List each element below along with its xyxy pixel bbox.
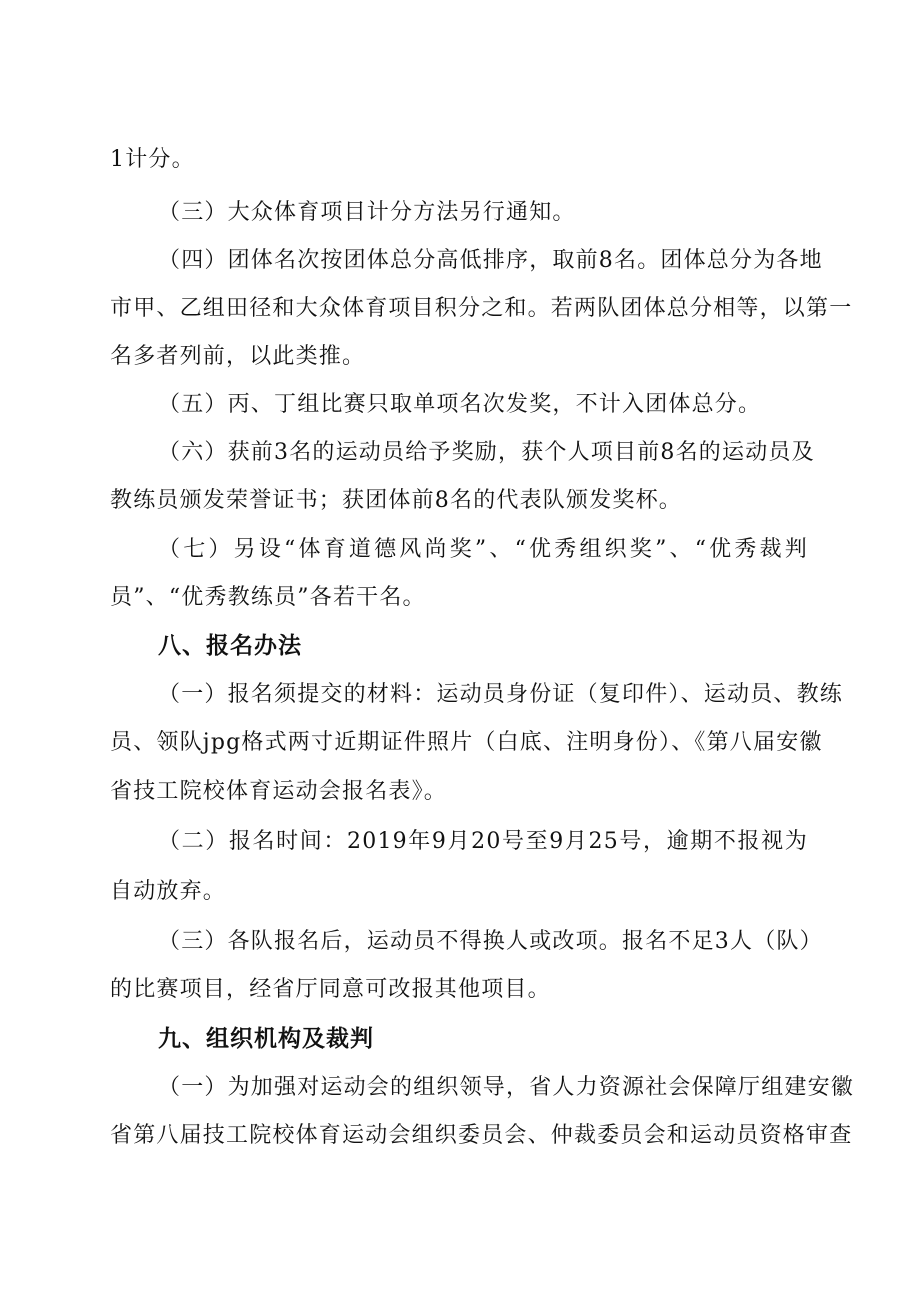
s8-line-7: 的比赛项目，经省厅同意可改报其他项目。 — [110, 977, 551, 1002]
s8-line-2: 员、领队jpg格式两寸近期证件照片（白底、注明身份）、《第八届安徽 — [110, 730, 823, 755]
text-line-7: （六）获前3名的运动员给予奖励，获个人项目前8名的运动员及 — [158, 440, 815, 465]
s8-line-4: （二）报名时间：2019年9月20号至9月25号，逾期不报视为 — [158, 829, 808, 854]
s9-line-1: （一）为加强对运动会的组织领导，省人力资源社会保障厅组建安徽 — [158, 1075, 855, 1100]
s8-line-3: 省技工院校体育运动会报名表》。 — [110, 779, 448, 804]
section-heading-9: 九、组织机构及裁判 — [158, 1026, 374, 1052]
s9-line-2: 省第八届技工院校体育运动会组织委员会、仲裁委员会和运动员资格审查 — [110, 1123, 853, 1148]
s8-line-1: （一）报名须提交的材料：运动员身份证（复印件）、运动员、教练 — [158, 682, 844, 707]
text-line-6: （五）丙、丁组比赛只取单项名次发奖，不计入团体总分。 — [158, 392, 762, 417]
text-line-9: （七）另设“体育道德风尚奖”、“优秀组织奖”、“优秀裁判 — [158, 537, 808, 562]
s8-line-5: 自动放弃。 — [110, 879, 227, 904]
text-line-5: 名多者列前，以此类推。 — [110, 344, 366, 369]
text-line-2: （三）大众体育项目计分方法另行通知。 — [158, 200, 576, 225]
text-line-3: （四）团体名次按团体总分高低排序，取前8名。团体总分为各地 — [158, 248, 823, 273]
text-line-8: 教练员颁发荣誉证书；获团体前8名的代表队颁发奖杯。 — [110, 488, 682, 513]
text-line-10: 员”、“优秀教练员”各若干名。 — [110, 585, 426, 610]
section-heading-8: 八、报名办法 — [158, 633, 302, 659]
text-line-4: 市甲、乙组田径和大众体育项目积分之和。若两队团体总分相等，以第一 — [110, 296, 853, 321]
s8-line-6: （三）各队报名后，运动员不得换人或改项。报名不足3人（队） — [158, 929, 823, 954]
text-line-1: 1计分。 — [110, 147, 195, 172]
